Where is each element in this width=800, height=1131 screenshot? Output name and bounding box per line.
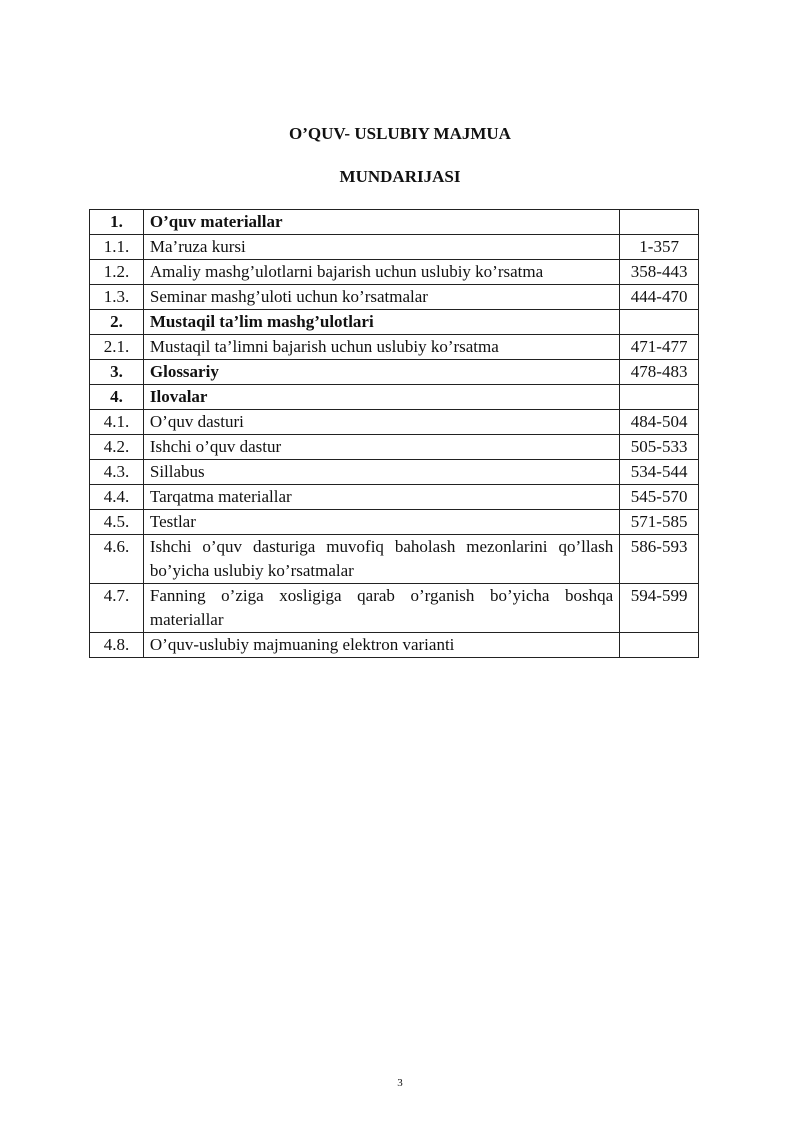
toc-section-row	[90, 385, 699, 410]
toc-item-number: 4.6.	[90, 535, 144, 584]
document-title: O’QUV- USLUBIY MAJMUA	[289, 124, 511, 143]
toc-section-row	[90, 210, 699, 235]
toc-item-title: O’quv-uslubiy majmuaning elektron varianti	[143, 633, 619, 658]
toc-item-number: 4.2.	[90, 435, 144, 460]
toc-section-row	[90, 360, 699, 385]
toc-item-title: Mustaqil ta’lim mashg’ulotlari	[143, 310, 619, 335]
toc-item-pages: 444-470	[620, 285, 699, 310]
toc-item-number: 2.1.	[90, 335, 144, 360]
toc-item-title: Ma’ruza kursi	[143, 235, 619, 260]
toc-item-number: 4.3.	[90, 460, 144, 485]
toc-item-title: Glossariy	[143, 360, 619, 385]
toc-item-title: Testlar	[143, 510, 619, 535]
toc-row	[90, 410, 699, 435]
toc-item-number: 2.	[90, 310, 144, 335]
toc-row	[90, 633, 699, 658]
toc-item-number: 4.1.	[90, 410, 144, 435]
toc-item-pages: 505-533	[620, 435, 699, 460]
toc-item-number: 4.5.	[90, 510, 144, 535]
toc-row	[90, 335, 699, 360]
toc-item-pages	[620, 210, 699, 235]
page-number: 3	[397, 1077, 403, 1089]
toc-item-number: 4.	[90, 385, 144, 410]
toc-item-pages: 545-570	[620, 485, 699, 510]
toc-row	[90, 285, 699, 310]
toc-row	[90, 485, 699, 510]
toc-row	[90, 535, 699, 584]
toc-item-pages: 478-483	[620, 360, 699, 385]
toc-item-pages: 1-357	[620, 235, 699, 260]
toc-item-number: 4.8.	[90, 633, 144, 658]
toc-item-title: Sillabus	[143, 460, 619, 485]
toc-item-pages: 586-593	[620, 535, 699, 584]
toc-row	[90, 460, 699, 485]
toc-item-number: 4.4.	[90, 485, 144, 510]
toc-item-title: Seminar mashg’uloti uchun ko’rsatmalar	[143, 285, 619, 310]
toc-item-pages: 571-585	[620, 510, 699, 535]
toc-row	[90, 435, 699, 460]
toc-item-pages: 594-599	[620, 584, 699, 633]
toc-item-title: Fanning o’ziga xosligiga qarab o’rganish bo’yicha boshqa materiallar	[143, 584, 619, 633]
toc-body	[90, 210, 699, 658]
toc-item-title: Amaliy mashg’ulotlarni bajarish uchun uslubiy ko’rsatma	[143, 260, 619, 285]
toc-row	[90, 584, 699, 633]
toc-item-number: 3.	[90, 360, 144, 385]
toc-item-number: 1.3.	[90, 285, 144, 310]
toc-row	[90, 235, 699, 260]
toc-item-number: 1.	[90, 210, 144, 235]
toc-row	[90, 510, 699, 535]
toc-item-title: Ishchi o’quv dastur	[143, 435, 619, 460]
toc-item-pages	[620, 633, 699, 658]
toc-row	[90, 260, 699, 285]
toc-item-title: Tarqatma materiallar	[143, 485, 619, 510]
toc-item-pages: 471-477	[620, 335, 699, 360]
table-of-contents	[89, 209, 699, 658]
toc-item-title: Ishchi o’quv dasturiga muvofiq baholash mezonlarini qo’llash bo’yicha uslubiy ko’rsatmalar	[143, 535, 619, 584]
toc-section-row	[90, 310, 699, 335]
toc-item-title: Ilovalar	[143, 385, 619, 410]
toc-item-number: 4.7.	[90, 584, 144, 633]
toc-item-pages: 484-504	[620, 410, 699, 435]
toc-item-number: 1.1.	[90, 235, 144, 260]
toc-item-pages: 534-544	[620, 460, 699, 485]
toc-item-pages	[620, 385, 699, 410]
toc-item-title: O’quv materiallar	[143, 210, 619, 235]
toc-item-title: Mustaqil ta’limni bajarish uchun uslubiy ko’rsatma	[143, 335, 619, 360]
toc-item-number: 1.2.	[90, 260, 144, 285]
toc-item-title: O’quv dasturi	[143, 410, 619, 435]
document-subtitle: MUNDARIJASI	[339, 167, 461, 186]
toc-item-pages	[620, 310, 699, 335]
toc-item-pages: 358-443	[620, 260, 699, 285]
